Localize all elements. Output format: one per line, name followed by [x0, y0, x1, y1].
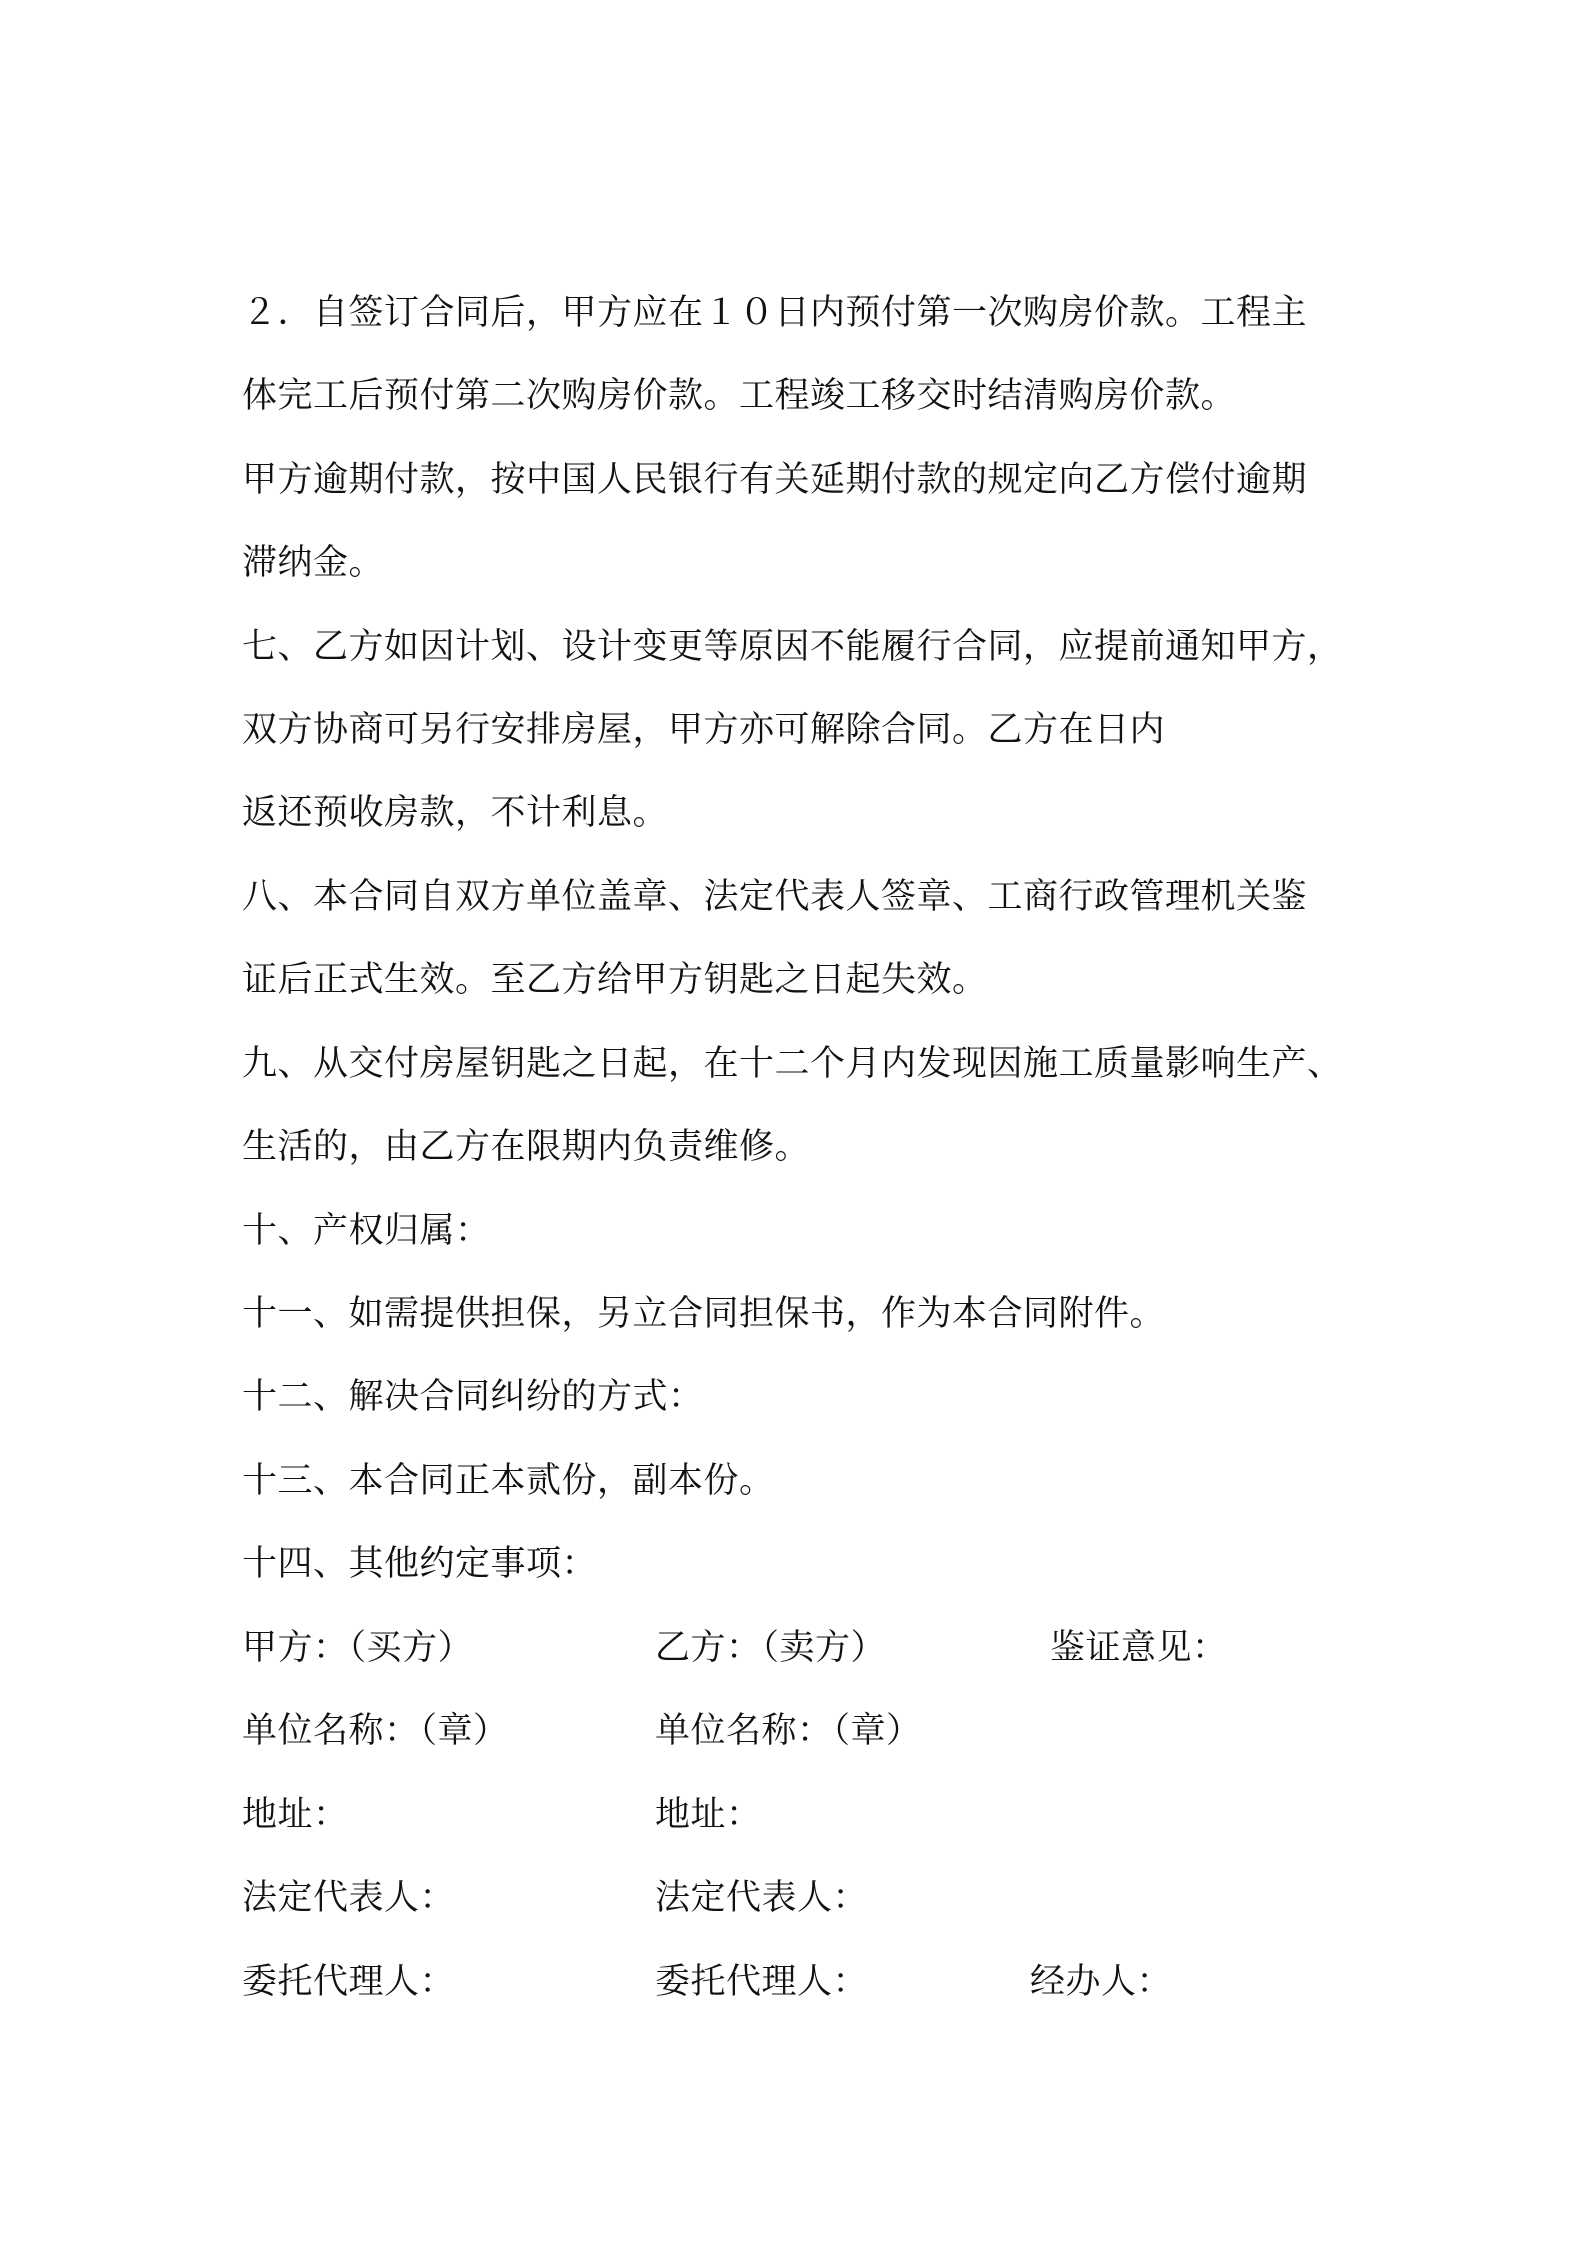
- clause-line-16: 十四、其他约定事项：: [242, 1544, 598, 1584]
- clause-line-5: 七、乙方如因计划、设计变更等原因不能履行合同，应提前通知甲方，: [242, 627, 1343, 667]
- clause-line-9: 证后正式生效。至乙方给甲方钥匙之日起失效。: [242, 960, 988, 1000]
- clause-line-3: 甲方逾期付款，按中国人民银行有关延期付款的规定向乙方偿付逾期: [242, 460, 1308, 500]
- clause-line-2: 体完工后预付第二次购房价款。工程竣工移交时结清购房价款。: [242, 376, 1237, 416]
- party-a-unit-name: 单位名称：（章）: [242, 1711, 509, 1751]
- clause-line-11: 生活的，由乙方在限期内负责维修。: [242, 1127, 811, 1167]
- party-b-address: 地址：: [655, 1795, 762, 1835]
- clause-line-12: 十、产权归属：: [242, 1211, 491, 1251]
- party-b-agent: 委托代理人：: [655, 1962, 869, 2002]
- clause-line-1: ２．自签订合同后，甲方应在１０日内预付第一次购房价款。工程主: [242, 293, 1308, 333]
- party-b-title: 乙方：（卖方）: [655, 1628, 887, 1668]
- clause-line-8: 八、本合同自双方单位盖章、法定代表人签章、工商行政管理机关鉴: [242, 877, 1308, 917]
- verification-opinion: 鉴证意见：: [1050, 1628, 1228, 1668]
- party-a-title: 甲方：（买方）: [242, 1628, 474, 1668]
- clause-line-14: 十二、解决合同纠纷的方式：: [242, 1377, 704, 1417]
- handler: 经办人：: [1030, 1962, 1173, 2002]
- party-b-unit-name: 单位名称：（章）: [655, 1711, 922, 1751]
- party-a-legal-rep: 法定代表人：: [242, 1878, 456, 1918]
- party-a-address: 地址：: [242, 1795, 349, 1835]
- clause-line-6: 双方协商可另行安排房屋，甲方亦可解除合同。乙方在日内: [242, 710, 1166, 750]
- clause-line-13: 十一、如需提供担保，另立合同担保书，作为本合同附件。: [242, 1294, 1166, 1334]
- clause-line-10: 九、从交付房屋钥匙之日起，在十二个月内发现因施工质量影响生产、: [242, 1044, 1343, 1084]
- party-a-agent: 委托代理人：: [242, 1962, 456, 2002]
- clause-line-4: 滞纳金。: [242, 543, 385, 583]
- clause-line-15: 十三、本合同正本贰份，副本份。: [242, 1461, 775, 1501]
- party-b-legal-rep: 法定代表人：: [655, 1878, 869, 1918]
- clause-line-7: 返还预收房款，不计利息。: [242, 793, 669, 833]
